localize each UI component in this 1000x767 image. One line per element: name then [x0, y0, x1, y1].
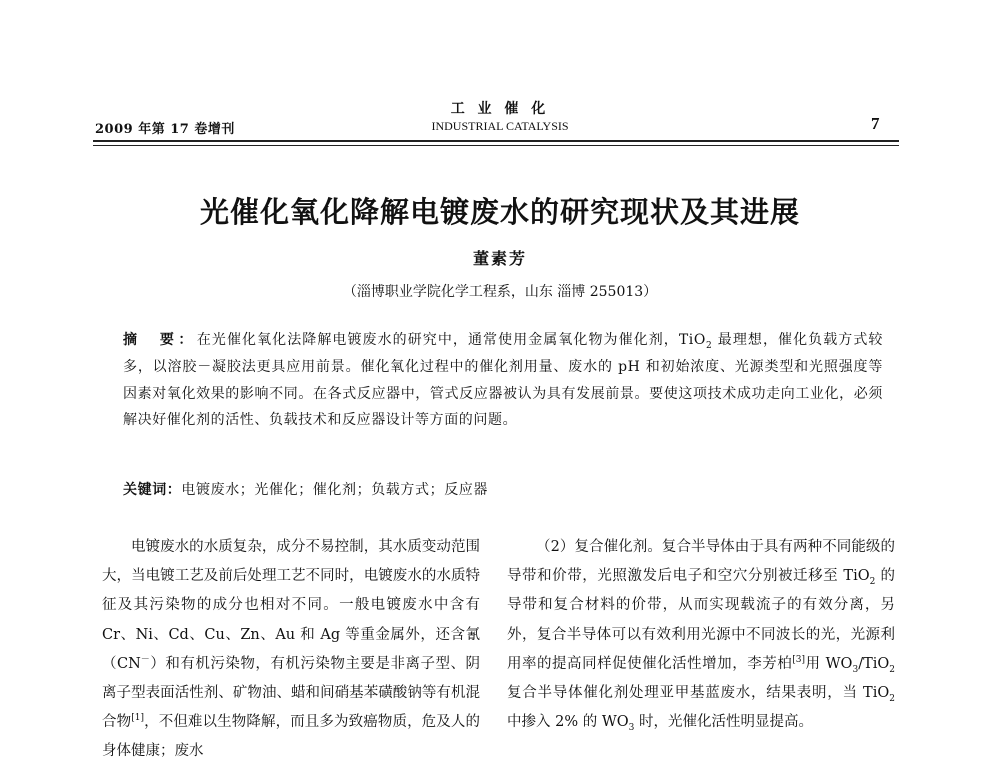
body-text: 电镀废水的水质复杂，成分不易控制，其水质变动范围大，当电镀工艺及前后处理工艺不同时，电镀废水的水质特征及其污染物的成分也相对不同。一般电镀废水中含有 Cr、Ni、Cd、Cu、Zn、Au 和 Ag 等重金属外，还含氰（CN: [102, 539, 480, 672]
article-author: 董素芳: [472, 249, 527, 268]
subscript: 2: [869, 577, 876, 588]
abstract-label: 摘 要：: [123, 332, 197, 348]
body-text: 的导带和复合材料的价带，从而实现载流子的有效分离，另外，复合半导体可以有效利用光源中不同波长的光，光源利用率的提高同样促使催化活性增加，李芳柏: [507, 568, 895, 672]
body-column-left: [102, 533, 480, 767]
article-affiliation: （淄博职业学院化学工程系，山东 淄博 255013）: [342, 284, 658, 300]
journal-title-en: INDUSTRIAL CATALYSIS: [431, 119, 569, 133]
article-title: 光催化氧化降解电镀废水的研究现状及其进展: [199, 195, 800, 229]
body-text: 中掺入 2% 的 WO: [507, 714, 629, 731]
body-paragraph: [102, 533, 480, 767]
body-text: ）和有机污染物，有机污染物主要是非离子型、阴离子型表面活性剂、矿物油、蜡和间硝基苯磺酸钠等有机混合物: [102, 655, 480, 731]
abstract-text-2: 最理想，催化负载方式较多，以溶胶－凝胶法更具应用前景。催化氧化过程中的催化剂用量、废水的 pH 和初始浓度、光源类型和光照强度等因素对氧化效果的影响不同。在各式反应器中，管式反应器被认为具有发展前景。要使这项技术成功走向工业化，必须解决好催化剂的活性、负载技术和反应器设计等方面的问题。: [123, 332, 883, 429]
abstract-text-1: 在光催化氧化法降解电镀废水的研究中，通常使用金属氧化物为催化剂，TiO: [196, 332, 706, 348]
body-text: 时，光催化活性明显提高。: [634, 714, 813, 731]
body-text: /TiO: [858, 655, 890, 672]
keywords-label: 关键词：: [123, 482, 182, 498]
subscript: 2: [889, 693, 895, 704]
abstract: [123, 327, 883, 434]
citation-ref: [3]: [792, 654, 805, 665]
body-text: 用 WO: [805, 655, 853, 672]
header-rule-thin: [93, 145, 899, 146]
keywords: [123, 480, 883, 500]
body-text: ，不但难以生物降解，而且多为致癌物质，危及人的身体健康；废水: [102, 714, 481, 760]
abstract-sub: 2: [705, 340, 713, 351]
running-header-volume: 2009 年第 17 卷增刊: [95, 122, 235, 137]
body-text: 复合半导体催化剂处理亚甲基蓝废水，结果表明，当 TiO: [507, 685, 890, 702]
superscript: －: [140, 654, 150, 665]
running-header-journal: [0, 100, 1000, 134]
subscript: 2: [889, 664, 896, 675]
citation-ref: [1]: [131, 713, 144, 724]
keywords-text: 电镀废水；光催化；催化剂；负载方式；反应器: [181, 482, 489, 498]
body-paragraph: [507, 533, 895, 737]
body-text: （2）复合催化剂。复合半导体由于具有两种不同能级的导带和价带，光照激发后电子和空穴分别被迁移至 TiO: [507, 539, 895, 585]
page-number: 7: [871, 114, 880, 133]
header-rule-thick: [93, 140, 899, 142]
subscript: 3: [852, 664, 859, 675]
body-column-right: [507, 533, 895, 737]
subscript: 3: [628, 723, 635, 734]
journal-title-cn: 工 业 催 化: [450, 101, 550, 117]
